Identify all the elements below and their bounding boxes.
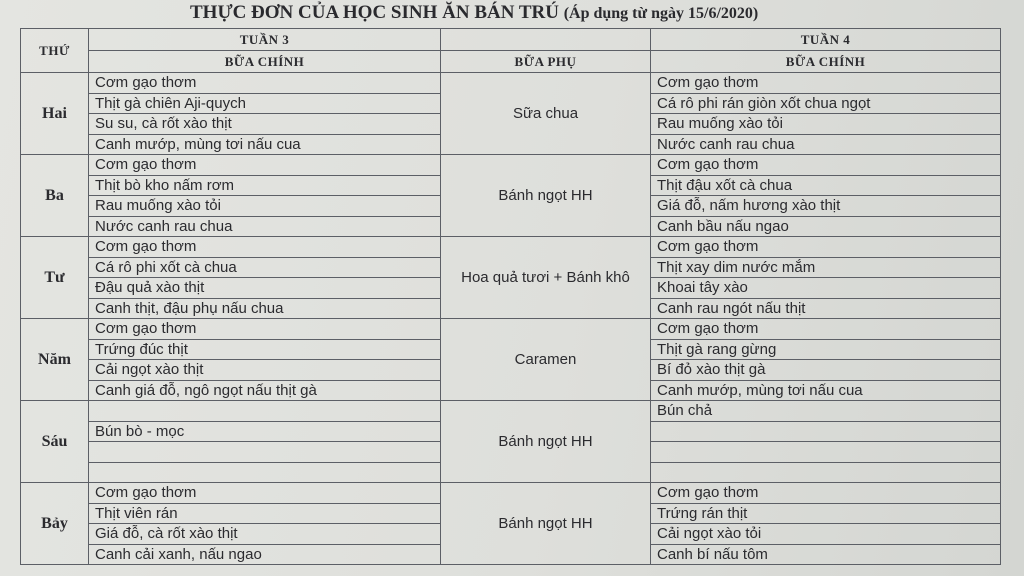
week3-dish: Thịt gà chiên Aji-quych	[89, 93, 441, 114]
week3-dish	[89, 442, 441, 463]
week3-dish	[89, 401, 441, 422]
week4-dish: Canh bí nấu tôm	[651, 544, 1001, 565]
week4-dish: Cá rô phi rán giòn xốt chua ngọt	[651, 93, 1001, 114]
page-title	[190, 2, 758, 24]
day-label: Ba	[21, 155, 89, 237]
header-side-meal: BỮA PHỤ	[441, 51, 651, 73]
week4-dish: Thịt gà rang gừng	[651, 339, 1001, 360]
week3-dish: Bún bò - mọc	[89, 421, 441, 442]
week4-dish: Thịt xay dim nước mắm	[651, 257, 1001, 278]
side-meal-item: Bánh ngọt HH	[441, 401, 651, 483]
header-week4: TUẦN 4	[651, 29, 1001, 51]
week3-dish: Canh giá đỗ, ngô ngọt nấu thịt gà	[89, 380, 441, 401]
week3-dish: Cá rô phi xốt cà chua	[89, 257, 441, 278]
week3-dish: Trứng đúc thịt	[89, 339, 441, 360]
week4-dish: Cải ngọt xào tỏi	[651, 524, 1001, 545]
week3-dish: Rau muống xào tỏi	[89, 196, 441, 217]
week3-dish: Su su, cà rốt xào thịt	[89, 114, 441, 135]
week4-dish: Trứng rán thịt	[651, 503, 1001, 524]
week4-dish: Nước canh rau chua	[651, 134, 1001, 155]
week4-dish: Canh mướp, mùng tơi nấu cua	[651, 380, 1001, 401]
week3-dish: Cơm gạo thơm	[89, 237, 441, 258]
week4-dish: Cơm gạo thơm	[651, 319, 1001, 340]
week4-dish	[651, 442, 1001, 463]
week3-dish: Thịt viên rán	[89, 503, 441, 524]
week4-dish: Bún chả	[651, 401, 1001, 422]
week4-dish: Cơm gạo thơm	[651, 73, 1001, 94]
week4-dish: Thịt đậu xốt cà chua	[651, 175, 1001, 196]
header-day: THỨ	[21, 29, 89, 73]
week4-dish	[651, 462, 1001, 483]
menu-table-body	[21, 29, 1001, 565]
week4-dish: Khoai tây xào	[651, 278, 1001, 299]
table-row	[21, 73, 1001, 94]
header-row-meals	[21, 51, 1001, 73]
week4-dish: Cơm gạo thơm	[651, 155, 1001, 176]
side-meal-item: Bánh ngọt HH	[441, 483, 651, 565]
week4-dish: Canh rau ngót nấu thịt	[651, 298, 1001, 319]
header-main-meal-week3: BỮA CHÍNH	[89, 51, 441, 73]
week4-dish: Rau muống xào tỏi	[651, 114, 1001, 135]
table-row	[21, 237, 1001, 258]
header-week3: TUẦN 3	[89, 29, 441, 51]
week3-dish: Canh mướp, mùng tơi nấu cua	[89, 134, 441, 155]
week4-dish: Cơm gạo thơm	[651, 483, 1001, 504]
week4-dish: Canh bầu nấu ngao	[651, 216, 1001, 237]
side-meal-item: Hoa quả tươi + Bánh khô	[441, 237, 651, 319]
day-label: Năm	[21, 319, 89, 401]
title-text: THỰC ĐƠN CỦA HỌC SINH ĂN BÁN TRÚ	[190, 2, 559, 23]
table-row	[21, 483, 1001, 504]
week4-dish: Cơm gạo thơm	[651, 237, 1001, 258]
week3-dish: Đậu quả xào thịt	[89, 278, 441, 299]
week4-dish	[651, 421, 1001, 442]
table-row	[21, 319, 1001, 340]
menu-table	[20, 28, 1001, 565]
week3-dish: Canh cải xanh, nấu ngao	[89, 544, 441, 565]
week3-dish: Cơm gạo thơm	[89, 319, 441, 340]
week3-dish: Giá đỗ, cà rốt xào thịt	[89, 524, 441, 545]
week3-dish: Thịt bò kho nấm rơm	[89, 175, 441, 196]
header-blank	[441, 29, 651, 51]
week4-dish: Giá đỗ, nấm hương xào thịt	[651, 196, 1001, 217]
week3-dish: Nước canh rau chua	[89, 216, 441, 237]
week3-dish: Canh thịt, đậu phụ nấu chua	[89, 298, 441, 319]
day-label: Hai	[21, 73, 89, 155]
week3-dish: Cơm gạo thơm	[89, 73, 441, 94]
week3-dish: Cơm gạo thơm	[89, 483, 441, 504]
day-label: Bảy	[21, 483, 89, 565]
week4-dish: Bí đỏ xào thịt gà	[651, 360, 1001, 381]
header-row-weeks	[21, 29, 1001, 51]
day-label: Tư	[21, 237, 89, 319]
side-meal-item: Sữa chua	[441, 73, 651, 155]
week3-dish: Cơm gạo thơm	[89, 155, 441, 176]
title-date-note: (Áp dụng từ ngày 15/6/2020)	[563, 5, 759, 22]
side-meal-item: Bánh ngọt HH	[441, 155, 651, 237]
week3-dish	[89, 462, 441, 483]
day-label: Sáu	[21, 401, 89, 483]
week3-dish: Cải ngọt xào thịt	[89, 360, 441, 381]
side-meal-item: Caramen	[441, 319, 651, 401]
table-row	[21, 401, 1001, 422]
header-main-meal-week4: BỮA CHÍNH	[651, 51, 1001, 73]
table-row	[21, 155, 1001, 176]
